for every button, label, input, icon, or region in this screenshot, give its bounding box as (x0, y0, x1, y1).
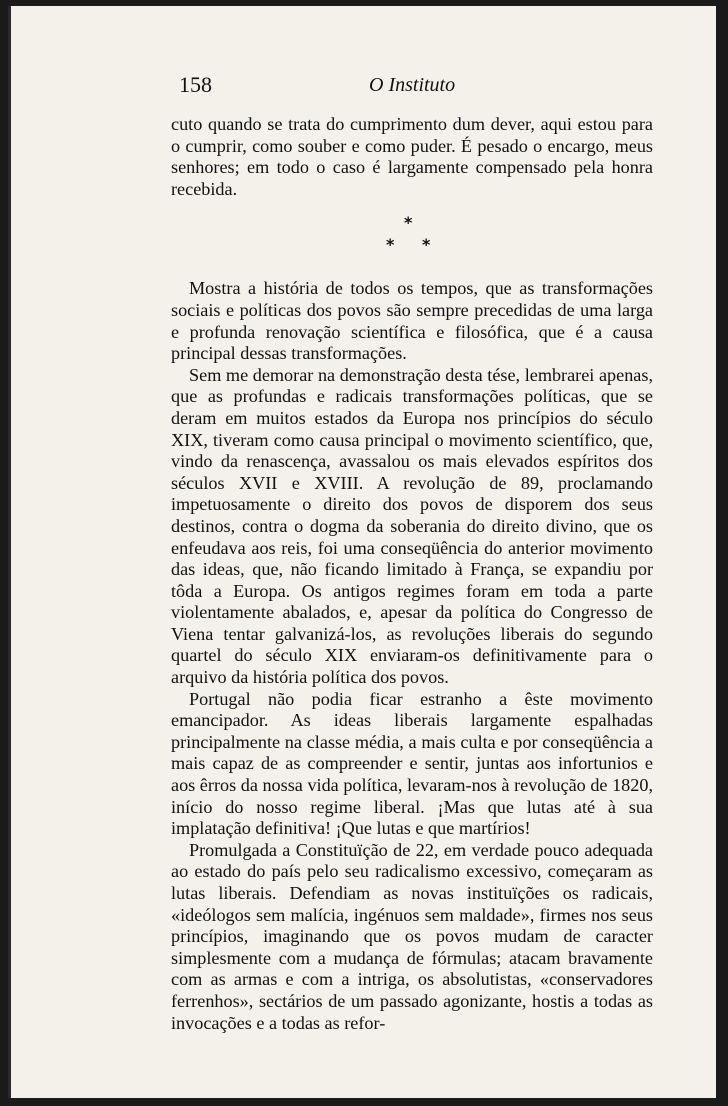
asterisk-top: * (404, 213, 413, 233)
paragraph-continued: cuto quando se trata do cumprimento dum dever, aqui estou para o cumprir, como souber e como puder. É pesado o encargo, meus senhores; em todo o caso é largamente compensado pela honra recebida. (171, 114, 653, 199)
asterisk-left: * (386, 235, 395, 255)
body-text (171, 114, 653, 1034)
running-title: O Instituto (369, 74, 456, 96)
book-page (8, 6, 716, 1098)
paragraph: Sem me demorar na demonstração desta tése, lembrarei apenas, que as profundas e radicais transformações políticas, que se deram em muitos estados da Europa nos princípios do século XIX, tiveram como causa principal o movimento scientífico, que, vindo da renascença, avassalou os mais elevados espíritos dos séculos XVII e XVIII. A revolução de 89, proclamando impetuosamente o direito dos povos de disporem dos seus destinos, contra o dogma da soberania do direito divino, que os enfeudava aos reis, foi uma conseqüência do anterior movimento das ideas, que, não ficando limitado à França, se expandiu por tôda a Europa. Os antigos regimes foram em toda a parte violentamente abalados, e, apesar da política do Congresso de Viena tentar galvanizá-los, as revoluções liberais do segundo quartel do século XIX enviaram-os definitivamente para o arquivo da história política dos povos. (171, 364, 653, 688)
page-number: 158 (179, 72, 212, 97)
paragraph: Portugal não podia ficar estranho a êste movimento emancipador. As ideas liberais largamente espalhadas principalmente na classe média, a mais culta e por conseqüência a mais capaz de as compreender e sentir, juntas aos infortunios e aos êrros da nossa vida política, levaram-nos à revolução de 1820, início do nosso regime liberal. ¡Mas que lutas até à sua implatação definitiva! ¡Que lutas e que martírios! (171, 688, 653, 839)
paragraph: Promulgada a Constituïção de 22, em verdade pouco adequada ao estado do país pelo seu radicalismo excessivo, começaram as lutas liberais. Defendiam as novas instituïções os radicais, «ideólogos sem malícia, ingénuos sem maldade», firmes nos seus princípios, imaginando que os povos mudam de caracter simplesmente com a mudança de fórmulas; atacam bravamente com as armas e com a intriga, os absolutistas, «conservadores ferrenhos», sectários de um passado agonizante, hostis a todas as invocações e a todas as refor- (171, 839, 653, 1033)
paragraph: Mostra a história de todos os tempos, que as transformações sociais e políticas dos povos são sempre precedidas de uma larga e profunda renovação scientífica e filosófica, que é a causa principal dessas transformações. (171, 278, 653, 364)
asterisk-right: * (422, 235, 431, 255)
page-header (179, 72, 649, 102)
asterism-divider (171, 212, 653, 274)
